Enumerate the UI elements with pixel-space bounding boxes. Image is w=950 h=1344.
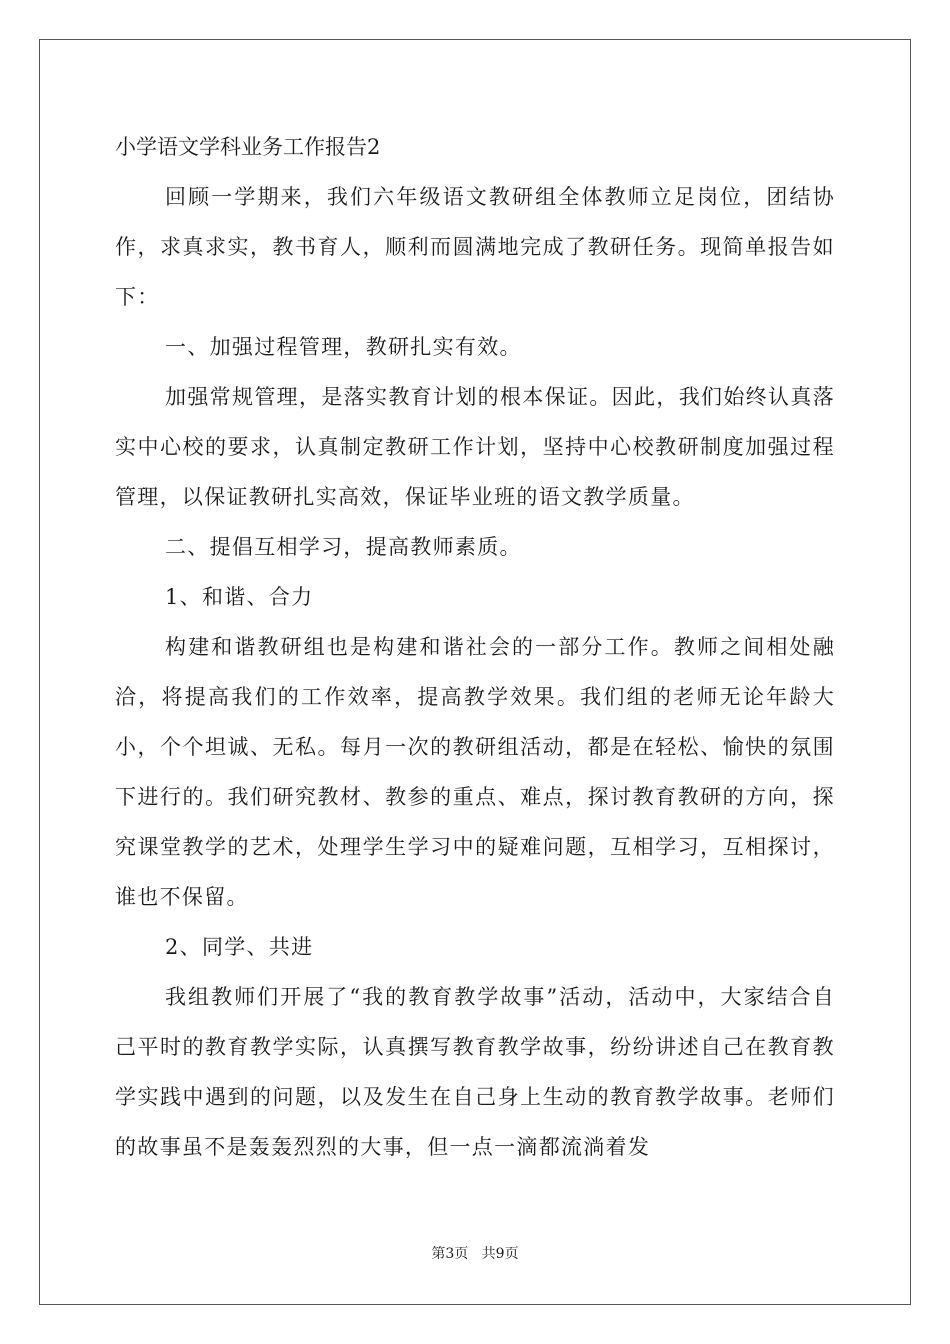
- document-body: [115, 122, 835, 1172]
- subheading-harmony: 1、和谐、合力: [165, 585, 314, 609]
- paragraph-management: 加强常规管理，是落实教育计划的根本保证。因此，我们始终认真落实中心校的要求，认真制定教研工作计划，坚持中心校教研制度加强过程管理，以保证教研扎实高效，保证毕业班的语文教学质量。: [115, 385, 835, 509]
- page-number-footer: 第3页 共9页: [431, 1246, 519, 1262]
- document-title: 小学语文学科业务工作报告2: [115, 135, 381, 159]
- section-heading-1: 一、加强过程管理，教研扎实有效。: [165, 335, 522, 359]
- subheading-progress: 2、同学、共进: [165, 935, 314, 959]
- paragraph-stories: 我组教师们开展了“我的教育教学故事”活动，活动中，大家结合自己平时的教育教学实际，认真撰写教育教学故事，纷纷讲述自己在教育教学实践中遇到的问题，以及发生在自己身上生动的教育教学故事。老师们的故事虽不是轰轰烈烈的大事，但一点一滴都流淌着发: [115, 985, 835, 1159]
- paragraph-intro: 回顾一学期来，我们六年级语文教研组全体教师立足岗位，团结协作，求真求实，教书育人，顺利而圆满地完成了教研任务。现简单报告如下：: [115, 185, 835, 309]
- section-heading-2: 二、提倡互相学习，提高教师素质。: [165, 535, 522, 559]
- paragraph-harmony: 构建和谐教研组也是构建和谐社会的一部分工作。教师之间相处融洽，将提高我们的工作效率，提高教学效果。我们组的老师无论年龄大小，个个坦诚、无私。每月一次的教研组活动，都是在轻松、愉快的氛围下进行的。我们研究教材、教参的重点、难点，探讨教育教研的方向，探究课堂教学的艺术，处理学生学习中的疑难问题，互相学习，互相探讨，谁也不保留。: [115, 635, 835, 909]
